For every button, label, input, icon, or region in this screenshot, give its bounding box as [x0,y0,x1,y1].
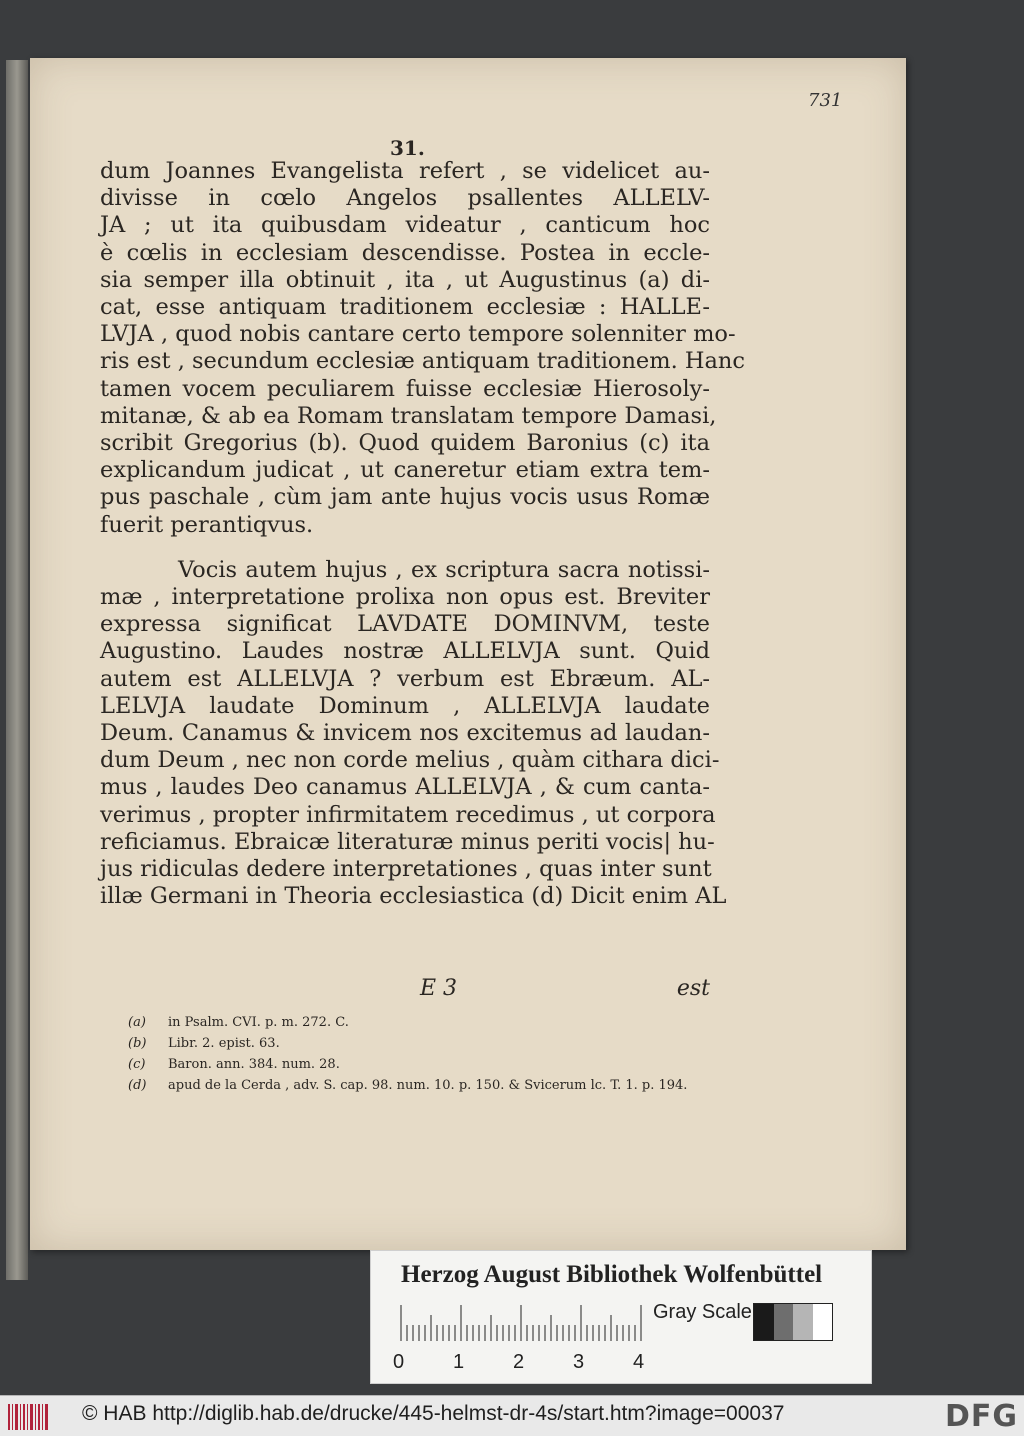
text-line: LVJA , quod nobis cantare certo tempore solenniter mo- [100,321,736,348]
footnote-text: Libr. 2. epist. 63. [168,1036,280,1051]
text-line: pus paschale , cùm jam ante hujus vocis usus Romæ [100,484,710,511]
text-line: cat, esse antiquam traditionem ecclesiæ : HALLE- [100,294,710,321]
book-edge [6,60,28,1280]
footnote-text: apud de la Cerda , adv. S. cap. 98. num. 10. p. 150. & Svicerum lc. T. 1. p. 194. [168,1078,688,1093]
gray-swatch [754,1304,774,1340]
signature-mark: E 3 [420,976,458,1001]
text-line: fuerit perantiqvus. [100,511,314,538]
barcode-icon [8,1404,48,1430]
ruler-digit: 2 [513,1351,525,1373]
text-line: sia semper illa obtinuit , ita , ut Augustinus (a) di- [100,266,710,293]
text-line: Vocis autem hujus , ex scriptura sacra notissi- [178,556,710,583]
main-text [100,158,746,910]
text-line: explicandum judicat , ut caneretur etiam extra tem- [100,457,710,484]
text-line: Deum. Canamus & invicem nos excitemus ad laudan- [100,720,710,747]
gray-scale-label: Gray Scale [653,1301,752,1323]
text-line: dum Deum , nec non corde melius , quàm cithara dici- [100,747,720,774]
folio-number: 731 [808,90,843,111]
text-line: mus , laudes Deo canamus ALLELVJA , & cum canta- [100,774,710,801]
book-page [30,58,906,1250]
footer-copyright-link[interactable]: © HAB http://diglib.hab.de/drucke/445-helmst-dr-4s/start.htm?image=00037 [82,1402,785,1425]
footer-bar [0,1395,1024,1436]
footnote-text: in Psalm. CVI. p. m. 272. C. [168,1015,349,1030]
text-line: è cœlis in ecclesiam descendisse. Postea in eccle- [100,239,710,266]
text-line: reficiamus. Ebraicæ literaturæ minus periti vocis| hu- [100,828,715,855]
text-line: JA ; ut ita quibusdam videatur , canticum hoc [100,212,710,239]
footnote-mark: (c) [128,1057,146,1072]
catchword: est [676,976,710,1001]
ruler-digit: 1 [453,1351,465,1373]
text-line: LELVJA laudate Dominum , ALLELVJA laudate [100,692,710,719]
text-line: divisse in cœlo Angelos psallentes ALLELV- [100,185,710,212]
footnotes [128,1012,748,1096]
gray-scale-swatch [753,1303,833,1341]
text-line: expressa significat LAVDATE DOMINVM, teste [100,611,710,638]
ruler-digit: 4 [633,1351,645,1373]
text-line: ris est , secundum ecclesiæ antiquam traditionem. Hanc [100,348,746,375]
text-line: Augustino. Laudes nostræ ALLELVJA sunt. Quid [100,638,710,665]
text-line: illæ Germani in Theoria ecclesiastica (d) Dicit enim AL [100,883,727,910]
paragraph-gap [100,539,710,557]
ruler-digit: 3 [573,1351,585,1373]
library-label-card [370,1250,872,1384]
text-line: scribit Gregorius (b). Quod quidem Baronius (c) ita [100,430,710,457]
ruler-digit: 0 [393,1351,405,1373]
footnote [128,1033,748,1054]
text-line: verimus , propter infirmitatem recedimus , ut corpora [100,801,716,828]
gray-swatch [793,1304,813,1340]
footnote [128,1012,748,1033]
library-name: Herzog August Bibliothek Wolfenbüttel [401,1261,823,1288]
gray-swatch [774,1304,794,1340]
text-line: dum Joannes Evangelista refert , se videlicet au- [100,158,710,184]
text-line: mæ , interpretatione prolixa non opus est. Breviter [100,584,710,611]
text-line: mitanæ, & ab ea Romam translatam tempore Damasi, [100,402,717,429]
footnote [128,1054,748,1075]
footnote-text: Baron. ann. 384. num. 28. [168,1057,340,1072]
page-number: 31. [390,136,425,160]
text-line: jus ridiculas dedere interpretationes , quas inter sunt [100,856,712,883]
ruler-digits [393,1351,653,1377]
footnote-mark: (d) [128,1078,147,1093]
text-line: tamen vocem peculiarem fuisse ecclesiæ Hierosoly- [100,375,710,402]
footnote-mark: (a) [128,1015,146,1030]
footnote-mark: (b) [128,1036,147,1051]
footnote [128,1075,748,1096]
text-line: autem est ALLELVJA ? verbum est Ebræum. AL- [100,665,710,692]
gray-swatch [813,1304,833,1340]
dfg-logo: DFG [944,1399,1018,1434]
scale-ruler [399,1303,649,1343]
